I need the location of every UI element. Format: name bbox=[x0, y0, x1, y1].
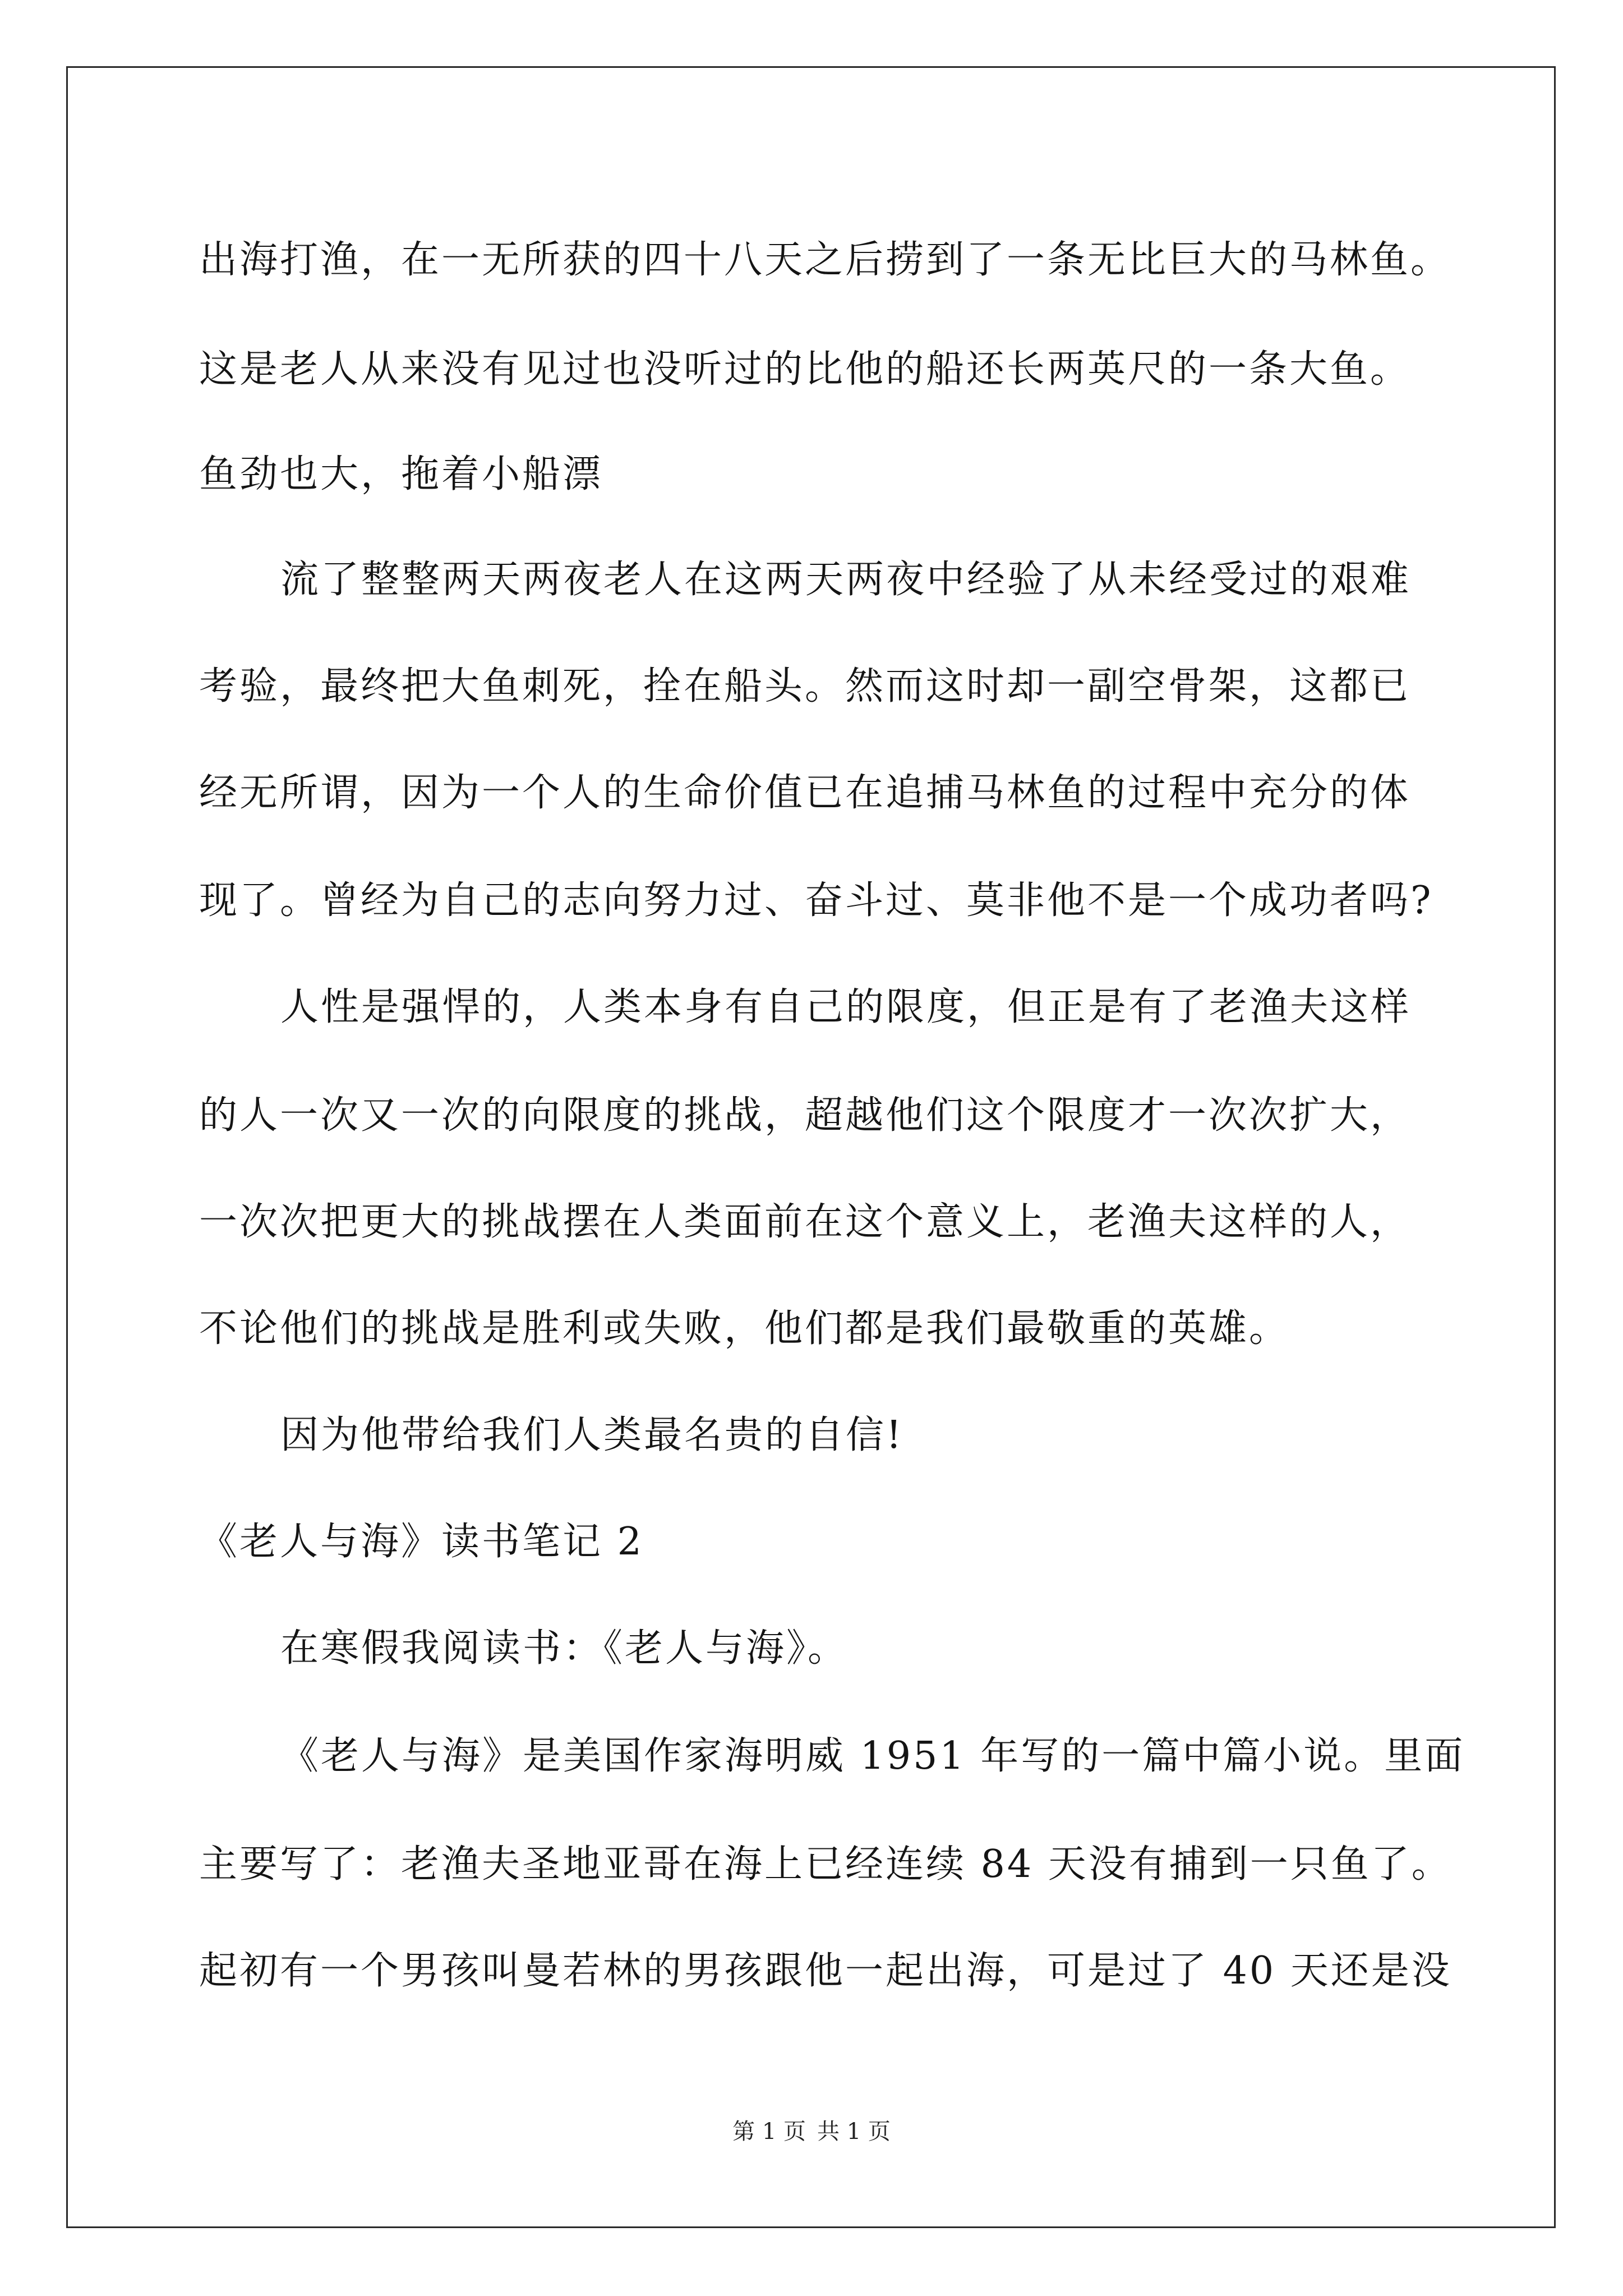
text-line: 经无所谓，因为一个人的生命价值已在追捕马林鱼的过程中充分的体 bbox=[199, 771, 1411, 815]
text-line: 在寒假我阅读书：《老人与海》。 bbox=[280, 1626, 849, 1671]
page-footer bbox=[0, 2120, 1623, 2143]
text-line: 一次次把更大的挑战摆在人类面前在这个意义上，老渔夫这样的人， bbox=[199, 1200, 1411, 1244]
text-line: 出海打渔，在一无所获的四十八天之后捞到了一条无比巨大的马林鱼。 bbox=[199, 238, 1451, 282]
text-line: 人性是强悍的，人类本身有自己的限度，但正是有了老渔夫这样 bbox=[280, 985, 1412, 1029]
text-line: 不论他们的挑战是胜利或失败，他们都是我们最敬重的英雄。 bbox=[199, 1306, 1290, 1351]
section-heading: 《老人与海》读书笔记 2 bbox=[199, 1520, 644, 1564]
text-line: 考验，最终把大鱼刺死，拴在船头。然而这时却一副空骨架，这都已 bbox=[199, 664, 1411, 708]
text-line: 现了。曾经为自己的志向努力过、奋斗过、莫非他不是一个成功者吗? bbox=[199, 878, 1433, 923]
text-line: 这是老人从来没有见过也没听过的比他的船还长两英尺的一条大鱼。 bbox=[199, 347, 1411, 392]
text-line: 起初有一个男孩叫曼若林的男孩跟他一起出海，可是过了 40 天还是没 bbox=[199, 1949, 1452, 1993]
page-number: 第 1 页 bbox=[732, 2119, 806, 2145]
text-line: 因为他带给我们人类最名贵的自信! bbox=[280, 1413, 904, 1457]
text-line: 鱼劲也大，拖着小船漂 bbox=[199, 452, 603, 496]
text-line: 主要写了：老渔夫圣地亚哥在海上已经连续 84 天没有捕到一只鱼了。 bbox=[199, 1842, 1452, 1887]
text-line: 流了整整两天两夜老人在这两天两夜中经验了从未经受过的艰难 bbox=[280, 558, 1412, 602]
text-line: 《老人与海》是美国作家海明威 1951 年写的一篇中篇小说。里面 bbox=[280, 1734, 1465, 1778]
text-line: 的人一次又一次的向限度的挑战，超越他们这个限度才一次次扩大， bbox=[199, 1093, 1411, 1138]
page-count: 共 1 页 bbox=[817, 2119, 891, 2145]
